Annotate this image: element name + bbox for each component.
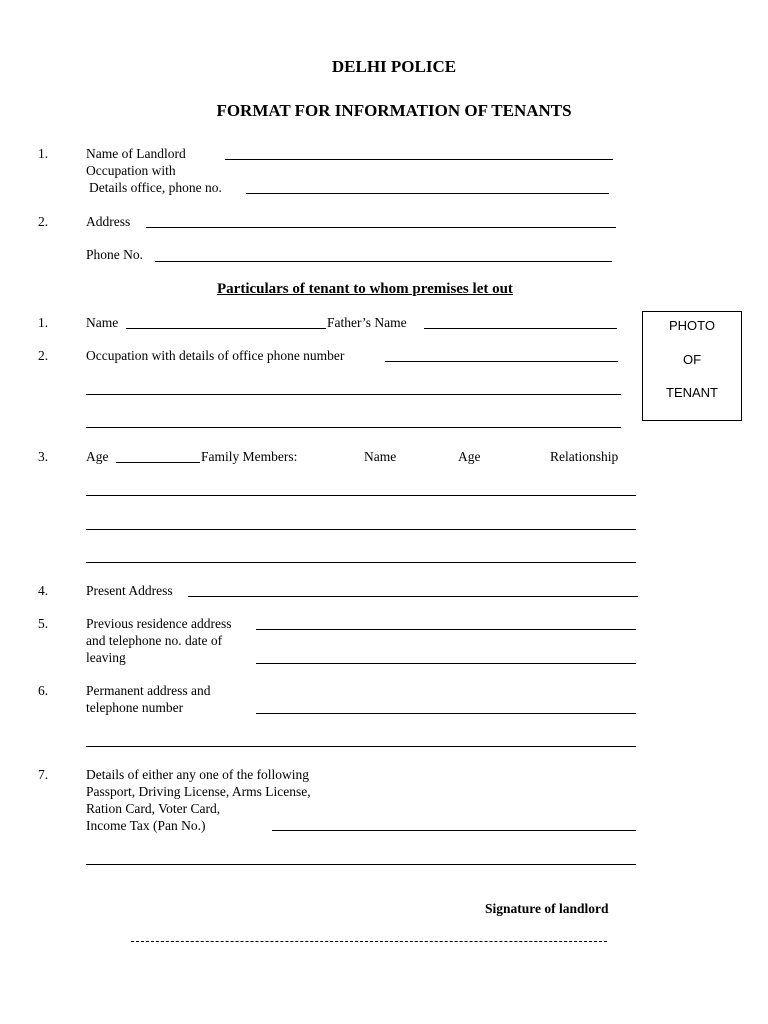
item-number: 4. bbox=[38, 583, 49, 598]
landlord-occupation-label: Occupation with bbox=[86, 163, 176, 178]
father-name-field[interactable] bbox=[424, 328, 617, 329]
permanent-address-field-2[interactable] bbox=[86, 746, 636, 747]
permanent-address-label: telephone number bbox=[86, 700, 184, 715]
family-name-column: Name bbox=[364, 449, 397, 464]
family-member-row-field[interactable] bbox=[86, 495, 636, 496]
previous-address-label: leaving bbox=[86, 650, 126, 665]
present-address-label: Present Address bbox=[86, 583, 173, 598]
tenant-occupation-field[interactable] bbox=[385, 361, 618, 362]
item-number: 5. bbox=[38, 616, 49, 631]
id-details-label: Details of either any one of the following bbox=[86, 767, 310, 782]
permanent-address-label: Permanent address and bbox=[86, 683, 211, 698]
previous-address-field[interactable] bbox=[256, 629, 636, 630]
family-relationship-column: Relationship bbox=[550, 449, 619, 464]
age-label: Age bbox=[86, 449, 109, 464]
previous-address-field-2[interactable] bbox=[256, 663, 636, 664]
id-details-field[interactable] bbox=[272, 830, 636, 831]
item-number: 6. bbox=[38, 683, 49, 698]
tenant-occupation-label: Occupation with details of office phone number bbox=[86, 348, 345, 363]
landlord-name-label: Name of Landlord bbox=[86, 146, 186, 161]
previous-address-label: and telephone no. date of bbox=[86, 633, 223, 648]
permanent-address-field[interactable] bbox=[256, 713, 636, 714]
previous-address-label: Previous residence address bbox=[86, 616, 232, 631]
photo-label: PHOTO bbox=[669, 318, 715, 333]
id-details-label: Ration Card, Voter Card, bbox=[86, 801, 221, 816]
landlord-occupation-field[interactable] bbox=[246, 193, 609, 194]
family-member-row-field[interactable] bbox=[86, 529, 636, 530]
landlord-address-label: Address bbox=[86, 214, 131, 229]
page-title: DELHI POLICE bbox=[331, 57, 457, 76]
tenant-name-field[interactable] bbox=[126, 328, 326, 329]
family-member-row-field[interactable] bbox=[86, 562, 636, 563]
item-number: 1. bbox=[38, 146, 49, 161]
item-number: 1. bbox=[38, 315, 49, 330]
tenant-name-label: Name bbox=[86, 315, 119, 330]
landlord-signature-label: Signature of landlord bbox=[485, 901, 609, 916]
age-field[interactable] bbox=[116, 462, 200, 463]
landlord-phone-field[interactable] bbox=[155, 261, 612, 262]
landlord-address-field[interactable] bbox=[146, 227, 616, 228]
tenant-occupation-field-2[interactable] bbox=[86, 394, 621, 395]
family-members-label: Family Members: bbox=[201, 449, 298, 464]
tenant-section-heading: Particulars of tenant to whom premises let out bbox=[217, 281, 513, 297]
dashed-divider bbox=[131, 941, 607, 942]
item-number: 3. bbox=[38, 449, 49, 464]
form-subtitle: FORMAT FOR INFORMATION OF TENANTS bbox=[216, 101, 572, 120]
id-details-label: Passport, Driving License, Arms License, bbox=[86, 784, 311, 799]
id-details-field-2[interactable] bbox=[86, 864, 636, 865]
photo-label: OF bbox=[682, 352, 702, 367]
item-number: 7. bbox=[38, 767, 49, 782]
family-age-column: Age bbox=[458, 449, 481, 464]
id-details-label: Income Tax (Pan No.) bbox=[86, 818, 206, 833]
landlord-name-field[interactable] bbox=[225, 159, 613, 160]
present-address-field[interactable] bbox=[188, 596, 638, 597]
tenant-occupation-field-3[interactable] bbox=[86, 427, 621, 428]
item-number: 2. bbox=[38, 214, 49, 229]
photo-label: TENANT bbox=[666, 385, 718, 400]
tenant-photo-box bbox=[642, 311, 742, 421]
landlord-phone-label: Phone No. bbox=[86, 247, 143, 262]
item-number: 2. bbox=[38, 348, 49, 363]
landlord-details-label: Details office, phone no. bbox=[89, 180, 222, 195]
father-name-label: Father’s Name bbox=[327, 315, 407, 330]
